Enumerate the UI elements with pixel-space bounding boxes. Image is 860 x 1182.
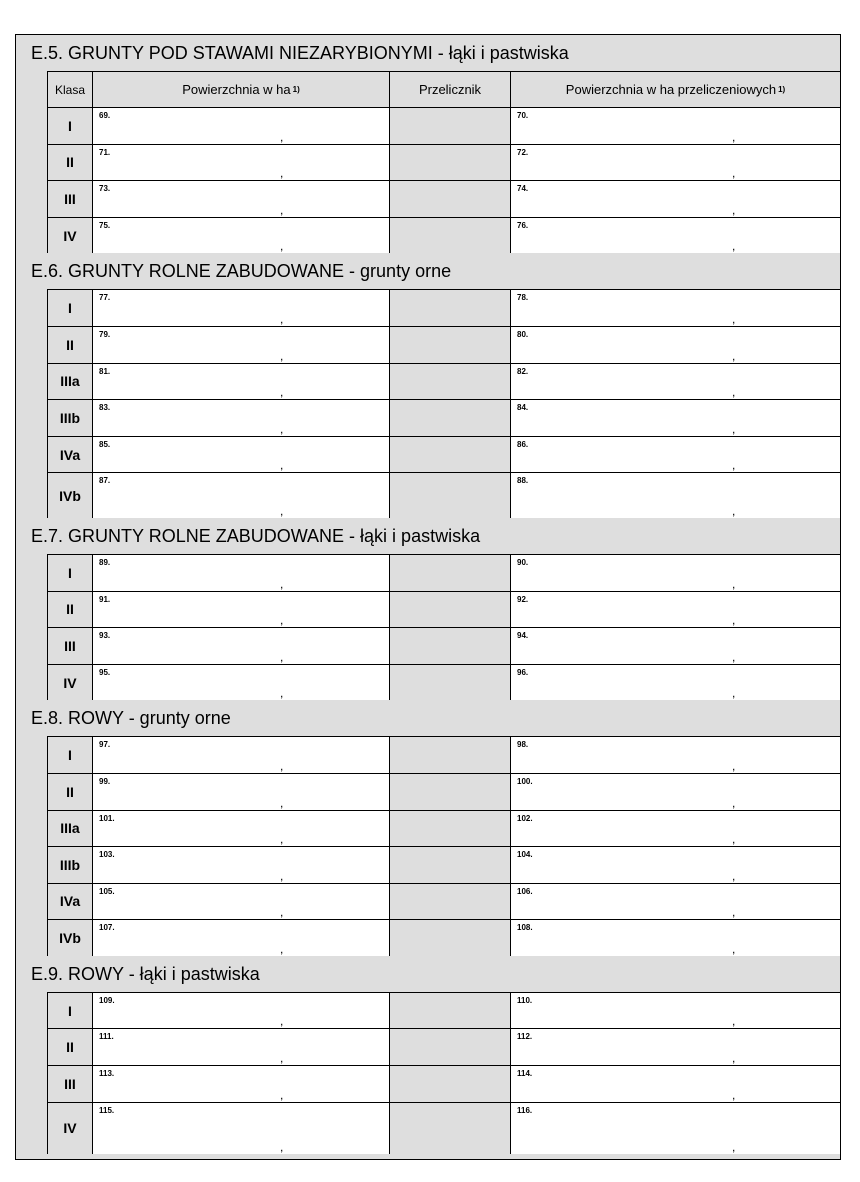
decimal-separator: ,	[280, 576, 284, 591]
table-row	[16, 992, 840, 1029]
klasa-label: IV	[47, 217, 92, 254]
decimal-separator: ,	[732, 311, 736, 326]
converted-area-field[interactable]	[510, 217, 840, 254]
field-number: 87.	[99, 476, 111, 486]
area-ha-field[interactable]	[92, 773, 389, 810]
klasa-label: II	[47, 1028, 92, 1065]
row-indent	[16, 289, 47, 326]
przelicznik-cell	[389, 992, 510, 1029]
field-number: 99.	[99, 776, 111, 786]
field-number: 92.	[517, 594, 529, 604]
row-indent	[16, 664, 47, 701]
field-number: 102.	[517, 813, 533, 823]
klasa-label: II	[47, 773, 92, 810]
row-indent	[16, 591, 47, 628]
converted-area-field[interactable]	[510, 773, 840, 810]
row-indent	[16, 1065, 47, 1102]
area-ha-field[interactable]	[92, 810, 389, 847]
przelicznik-cell	[389, 144, 510, 181]
row-indent	[16, 846, 47, 883]
field-number: 82.	[517, 366, 529, 376]
field-number: 98.	[517, 740, 529, 750]
row-indent	[16, 472, 47, 518]
decimal-separator: ,	[732, 385, 736, 400]
decimal-separator: ,	[280, 1014, 284, 1029]
section-title: E.5. GRUNTY POD STAWAMI NIEZARYBIONYMI - łąki i pastwiska	[16, 35, 840, 71]
decimal-separator: ,	[732, 868, 736, 883]
area-ha-field[interactable]	[92, 627, 389, 664]
field-number: 77.	[99, 293, 111, 303]
decimal-separator: ,	[732, 832, 736, 847]
klasa-label: IV	[47, 664, 92, 701]
area-ha-field[interactable]	[92, 144, 389, 181]
table-row	[16, 773, 840, 810]
row-indent	[16, 1028, 47, 1065]
field-number: 107.	[99, 923, 115, 933]
field-number: 103.	[99, 850, 115, 860]
row-indent	[16, 554, 47, 591]
field-number: 112.	[517, 1032, 533, 1042]
field-number: 95.	[99, 667, 111, 677]
area-ha-field[interactable]	[92, 591, 389, 628]
decimal-separator: ,	[280, 795, 284, 810]
przelicznik-cell	[389, 289, 510, 326]
decimal-separator: ,	[280, 166, 284, 181]
area-ha-field[interactable]	[92, 472, 389, 518]
header-przelicznik: Przelicznik	[389, 71, 510, 107]
decimal-separator: ,	[280, 385, 284, 400]
table-row	[16, 1028, 840, 1065]
field-number: 97.	[99, 740, 111, 750]
przelicznik-cell	[389, 1102, 510, 1155]
decimal-separator: ,	[280, 758, 284, 773]
klasa-label: IIIb	[47, 846, 92, 883]
area-ha-field[interactable]	[92, 736, 389, 773]
przelicznik-cell	[389, 919, 510, 956]
klasa-label: IV	[47, 1102, 92, 1155]
field-number: 100.	[517, 776, 533, 786]
decimal-separator: ,	[732, 686, 736, 701]
klasa-label: I	[47, 107, 92, 144]
area-ha-field[interactable]	[92, 326, 389, 363]
przelicznik-cell	[389, 326, 510, 363]
column-header-row	[16, 71, 840, 107]
decimal-separator: ,	[280, 458, 284, 473]
section-title: E.6. GRUNTY ROLNE ZABUDOWANE - grunty orne	[16, 253, 840, 289]
area-ha-field[interactable]	[92, 363, 389, 400]
klasa-label: II	[47, 591, 92, 628]
converted-area-field[interactable]	[510, 472, 840, 518]
przelicznik-cell	[389, 1065, 510, 1102]
przelicznik-cell	[389, 591, 510, 628]
converted-area-field[interactable]	[510, 363, 840, 400]
przelicznik-cell	[389, 810, 510, 847]
field-number: 113.	[99, 1069, 115, 1079]
field-number: 104.	[517, 850, 533, 860]
decimal-separator: ,	[280, 649, 284, 664]
field-number: 86.	[517, 439, 529, 449]
row-indent	[16, 919, 47, 956]
przelicznik-cell	[389, 472, 510, 518]
section-title: E.9. ROWY - łąki i pastwiska	[16, 956, 840, 992]
przelicznik-cell	[389, 883, 510, 920]
table-row	[16, 554, 840, 591]
table-row	[16, 736, 840, 773]
table-row	[16, 363, 840, 400]
area-ha-field[interactable]	[92, 399, 389, 436]
header-powierzchnia-przeliczeniowa-label: Powierzchnia w ha przeliczeniowych	[565, 82, 777, 97]
field-number: 111.	[99, 1032, 114, 1042]
area-ha-field[interactable]	[92, 919, 389, 956]
przelicznik-cell	[389, 363, 510, 400]
przelicznik-cell	[389, 1028, 510, 1065]
przelicznik-cell	[389, 399, 510, 436]
przelicznik-cell	[389, 436, 510, 473]
row-indent	[16, 1102, 47, 1155]
przelicznik-cell	[389, 736, 510, 773]
converted-area-field[interactable]	[510, 810, 840, 847]
field-number: 85.	[99, 439, 111, 449]
table-row	[16, 810, 840, 847]
converted-area-field[interactable]	[510, 591, 840, 628]
converted-area-field[interactable]	[510, 180, 840, 217]
decimal-separator: ,	[732, 348, 736, 363]
area-ha-field[interactable]	[92, 217, 389, 254]
przelicznik-cell	[389, 554, 510, 591]
klasa-label: IVa	[47, 436, 92, 473]
decimal-separator: ,	[280, 421, 284, 436]
table-row	[16, 144, 840, 181]
converted-area-field[interactable]	[510, 554, 840, 591]
table-row	[16, 472, 840, 518]
header-powierzchnia-label: Powierzchnia w ha	[182, 82, 291, 97]
section-5	[16, 35, 840, 253]
klasa-label: IIIb	[47, 399, 92, 436]
row-indent	[16, 363, 47, 400]
field-number: 109.	[99, 995, 115, 1005]
klasa-label: III	[47, 627, 92, 664]
field-number: 70.	[517, 111, 529, 120]
decimal-separator: ,	[280, 832, 284, 847]
decimal-separator: ,	[280, 129, 284, 144]
przelicznik-cell	[389, 773, 510, 810]
table-row	[16, 326, 840, 363]
converted-area-field[interactable]	[510, 436, 840, 473]
area-ha-field[interactable]	[92, 883, 389, 920]
przelicznik-cell	[389, 664, 510, 701]
converted-area-field[interactable]	[510, 1065, 840, 1102]
header-klasa: Klasa	[47, 71, 92, 107]
decimal-separator: ,	[732, 758, 736, 773]
footnote-marker: 1)	[292, 85, 300, 94]
field-number: 90.	[517, 557, 529, 567]
field-number: 114.	[517, 1069, 533, 1079]
footnote-marker: 1)	[778, 85, 786, 94]
klasa-label: IVa	[47, 883, 92, 920]
field-number: 79.	[99, 329, 111, 339]
area-ha-field[interactable]	[92, 436, 389, 473]
row-indent	[16, 436, 47, 473]
decimal-separator: ,	[280, 503, 284, 518]
klasa-label: IVb	[47, 919, 92, 956]
converted-area-field[interactable]	[510, 399, 840, 436]
decimal-separator: ,	[280, 686, 284, 701]
decimal-separator: ,	[732, 421, 736, 436]
klasa-label: II	[47, 144, 92, 181]
field-number: 108.	[517, 923, 533, 933]
table-row	[16, 217, 840, 254]
field-number: 105.	[99, 886, 115, 896]
area-ha-field[interactable]	[92, 1065, 389, 1102]
converted-area-field[interactable]	[510, 326, 840, 363]
row-indent	[16, 144, 47, 181]
decimal-separator: ,	[732, 503, 736, 518]
converted-area-field[interactable]	[510, 144, 840, 181]
field-number: 75.	[99, 220, 111, 230]
section-7	[16, 518, 840, 700]
row-indent	[16, 399, 47, 436]
decimal-separator: ,	[732, 1014, 736, 1029]
row-indent	[16, 627, 47, 664]
decimal-separator: ,	[732, 458, 736, 473]
table-row	[16, 664, 840, 701]
area-ha-field[interactable]	[92, 1028, 389, 1065]
row-indent	[16, 71, 47, 107]
przelicznik-cell	[389, 217, 510, 254]
field-number: 81.	[99, 366, 111, 376]
row-indent	[16, 736, 47, 773]
decimal-separator: ,	[732, 905, 736, 920]
field-number: 73.	[99, 184, 111, 194]
row-indent	[16, 180, 47, 217]
field-number: 101.	[99, 813, 115, 823]
row-indent	[16, 107, 47, 144]
section-title: E.7. GRUNTY ROLNE ZABUDOWANE - łąki i pastwiska	[16, 518, 840, 554]
section-6	[16, 253, 840, 518]
field-number: 96.	[517, 667, 529, 677]
klasa-label: IVb	[47, 472, 92, 518]
converted-area-field[interactable]	[510, 289, 840, 326]
field-number: 84.	[517, 403, 529, 413]
decimal-separator: ,	[732, 129, 736, 144]
decimal-separator: ,	[732, 1051, 736, 1066]
row-indent	[16, 810, 47, 847]
field-number: 83.	[99, 403, 111, 413]
decimal-separator: ,	[280, 1087, 284, 1102]
klasa-label: I	[47, 289, 92, 326]
converted-area-field[interactable]	[510, 1102, 840, 1155]
decimal-separator: ,	[280, 311, 284, 326]
decimal-separator: ,	[732, 941, 736, 956]
table-row	[16, 107, 840, 144]
area-ha-field[interactable]	[92, 180, 389, 217]
converted-area-field[interactable]	[510, 664, 840, 701]
converted-area-field[interactable]	[510, 736, 840, 773]
klasa-label: I	[47, 992, 92, 1029]
section-title: E.8. ROWY - grunty orne	[16, 700, 840, 736]
klasa-label: III	[47, 180, 92, 217]
decimal-separator: ,	[280, 905, 284, 920]
table-row	[16, 399, 840, 436]
area-ha-field[interactable]	[92, 554, 389, 591]
field-number: 116.	[517, 1105, 533, 1115]
decimal-separator: ,	[732, 576, 736, 591]
field-number: 71.	[99, 147, 111, 157]
klasa-label: III	[47, 1065, 92, 1102]
section-9	[16, 956, 840, 1154]
przelicznik-cell	[389, 846, 510, 883]
decimal-separator: ,	[280, 239, 284, 254]
table-row	[16, 919, 840, 956]
area-ha-field[interactable]	[92, 1102, 389, 1155]
field-number: 74.	[517, 184, 529, 194]
field-number: 110.	[517, 995, 533, 1005]
table-row	[16, 436, 840, 473]
decimal-separator: ,	[732, 239, 736, 254]
decimal-separator: ,	[280, 1140, 284, 1155]
decimal-separator: ,	[732, 613, 736, 628]
field-number: 94.	[517, 631, 529, 641]
przelicznik-cell	[389, 107, 510, 144]
converted-area-field[interactable]	[510, 883, 840, 920]
table-row	[16, 591, 840, 628]
area-ha-field[interactable]	[92, 289, 389, 326]
przelicznik-cell	[389, 627, 510, 664]
klasa-label: I	[47, 554, 92, 591]
field-number: 106.	[517, 886, 533, 896]
table-row	[16, 627, 840, 664]
header-powierzchnia-przeliczeniowa	[510, 71, 840, 107]
klasa-label: II	[47, 326, 92, 363]
table-row	[16, 180, 840, 217]
decimal-separator: ,	[732, 795, 736, 810]
decimal-separator: ,	[732, 649, 736, 664]
converted-area-field[interactable]	[510, 107, 840, 144]
table-row	[16, 1102, 840, 1155]
klasa-label: I	[47, 736, 92, 773]
converted-area-field[interactable]	[510, 919, 840, 956]
field-number: 88.	[517, 476, 529, 486]
area-ha-field[interactable]	[92, 992, 389, 1029]
field-number: 89.	[99, 557, 111, 567]
field-number: 115.	[99, 1105, 115, 1115]
decimal-separator: ,	[280, 348, 284, 363]
field-number: 93.	[99, 631, 111, 641]
field-number: 76.	[517, 220, 529, 230]
decimal-separator: ,	[280, 868, 284, 883]
row-indent	[16, 217, 47, 254]
row-indent	[16, 992, 47, 1029]
converted-area-field[interactable]	[510, 627, 840, 664]
decimal-separator: ,	[280, 941, 284, 956]
klasa-label: IIIa	[47, 363, 92, 400]
table-row	[16, 289, 840, 326]
decimal-separator: ,	[280, 613, 284, 628]
converted-area-field[interactable]	[510, 846, 840, 883]
converted-area-field[interactable]	[510, 1028, 840, 1065]
przelicznik-cell	[389, 180, 510, 217]
section-8	[16, 700, 840, 956]
table-row	[16, 883, 840, 920]
area-ha-field[interactable]	[92, 107, 389, 144]
field-number: 72.	[517, 147, 529, 157]
klasa-label: IIIa	[47, 810, 92, 847]
field-number: 78.	[517, 293, 529, 303]
field-number: 91.	[99, 594, 111, 604]
table-row	[16, 846, 840, 883]
table-row	[16, 1065, 840, 1102]
row-indent	[16, 326, 47, 363]
decimal-separator: ,	[280, 202, 284, 217]
header-powierzchnia	[92, 71, 389, 107]
field-number: 69.	[99, 111, 111, 120]
decimal-separator: ,	[732, 166, 736, 181]
land-area-form	[15, 34, 841, 1160]
area-ha-field[interactable]	[92, 664, 389, 701]
decimal-separator: ,	[732, 1087, 736, 1102]
converted-area-field[interactable]	[510, 992, 840, 1029]
field-number: 80.	[517, 329, 529, 339]
area-ha-field[interactable]	[92, 846, 389, 883]
row-indent	[16, 883, 47, 920]
decimal-separator: ,	[732, 202, 736, 217]
row-indent	[16, 773, 47, 810]
decimal-separator: ,	[280, 1051, 284, 1066]
decimal-separator: ,	[732, 1140, 736, 1155]
